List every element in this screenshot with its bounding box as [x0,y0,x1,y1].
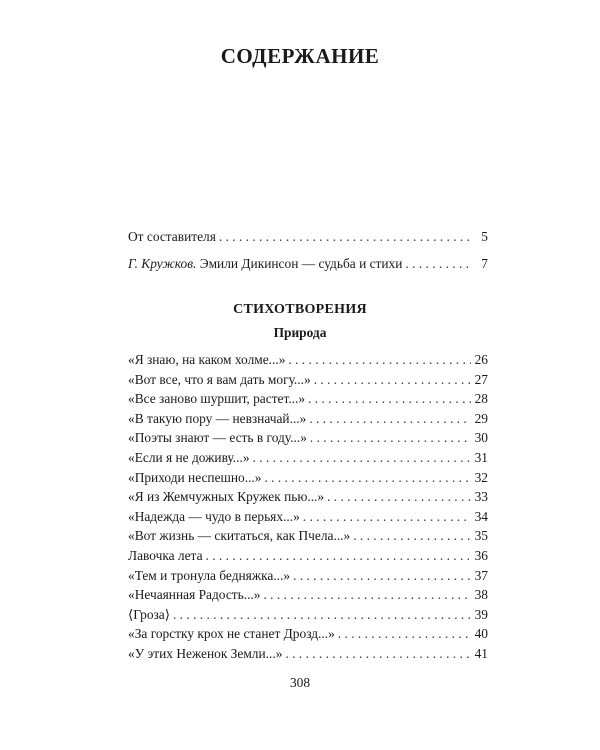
toc-entry [128,256,488,272]
toc-entry-page: 27 [474,371,488,387]
toc-entry-label: ⟨Гроза⟩ [128,606,170,622]
dot-leader [263,585,471,605]
toc-entry-label: Лавочка лета [128,547,203,563]
toc-entry-label: «Я из Жемчужных Кружек пью...» [128,489,325,505]
toc-entry [128,526,488,546]
dot-leader [405,256,471,272]
dot-leader [173,605,471,625]
toc-entry-label: «Нечаянная Радость...» [128,587,261,603]
toc-entry-label: «Если я не доживу...» [128,449,250,465]
toc-entry-page: 26 [474,352,488,367]
dot-leader [353,526,471,546]
toc-entry [128,448,488,468]
toc-entry-page: 36 [474,547,488,563]
toc-entry-page: 39 [474,606,488,622]
toc-entry [128,546,488,566]
dot-leader [293,566,471,586]
page-title: СОДЕРЖАНИЕ [220,44,380,68]
intro-entries [128,229,488,283]
toc-entry-label: «Я знаю, на каком холме...» [128,352,286,367]
toc-entry [128,428,488,448]
dot-leader [309,409,471,429]
toc-entry-page: 29 [474,410,488,426]
subsection-heading: Природа [273,325,327,340]
page-number: 308 [289,675,311,690]
dot-leader [206,546,471,566]
toc-entry-author: Г. Кружков. [128,256,197,271]
toc-entry [128,624,488,644]
dot-leader [285,644,471,664]
toc-entry [128,389,488,409]
dot-leader [264,468,471,488]
toc-entry-label: «Приходи неспешно...» [128,469,262,485]
toc-entry-page: 35 [474,528,488,544]
toc-entry-page: 40 [474,626,488,642]
toc-entry [128,644,488,664]
toc-entry-label: «Тем и тронула бедняжка...» [128,567,291,583]
toc-entry [128,229,488,245]
toc-entry-label: «Вот жизнь — скитаться, как Пчела...» [128,528,351,544]
toc-entry-page: 32 [474,469,488,485]
toc-entry-label [128,256,402,272]
dot-leader [219,229,471,245]
poem-entries [128,350,488,664]
dot-leader [310,428,471,448]
toc-entry [128,350,488,370]
toc-entry-page: 28 [474,391,488,407]
toc-entry-page: 41 [474,645,488,661]
toc-entry [128,409,488,429]
toc-entry-label: «Вот все, что я вам дать могу...» [128,371,311,387]
toc-entry-page: 38 [474,587,488,603]
toc-entry-label: От составителя [128,229,216,244]
toc-entry-page: 33 [474,489,488,505]
dot-leader [327,487,471,507]
toc-entry-page: 30 [474,430,488,446]
toc-entry [128,605,488,625]
dot-leader [288,350,471,370]
toc-entry-page: 37 [474,567,488,583]
dot-leader [308,389,471,409]
toc-entry-label: «В такую пору — невзначай...» [128,410,307,426]
toc-entry-label: «Поэты знают — есть в году...» [128,430,307,446]
toc-entry-label: «За горстку крох не станет Дрозд...» [128,626,335,642]
dot-leader [303,507,471,527]
dot-leader [253,448,471,468]
toc-entry-label: «Надежда — чудо в перьях...» [128,508,300,524]
toc-entry [128,585,488,605]
toc-entry [128,566,488,586]
toc-entry-page: 5 [481,229,488,244]
toc-entry-page: 34 [474,508,488,524]
toc-entry [128,507,488,527]
section-heading: СТИХОТВОРЕНИЯ [233,302,367,317]
toc-entry [128,487,488,507]
dot-leader [314,370,471,390]
toc-entry-title: Эмили Дикинсон — судьба и стихи [196,256,403,271]
toc-entry [128,370,488,390]
toc-entry-label: «Все заново шуршит, растет...» [128,391,306,407]
toc-entry-label: «У этих Неженок Земли...» [128,645,283,661]
dot-leader [338,624,471,644]
toc-entry-page: 7 [481,256,488,271]
toc-entry [128,468,488,488]
toc-entry-page: 31 [474,449,488,465]
